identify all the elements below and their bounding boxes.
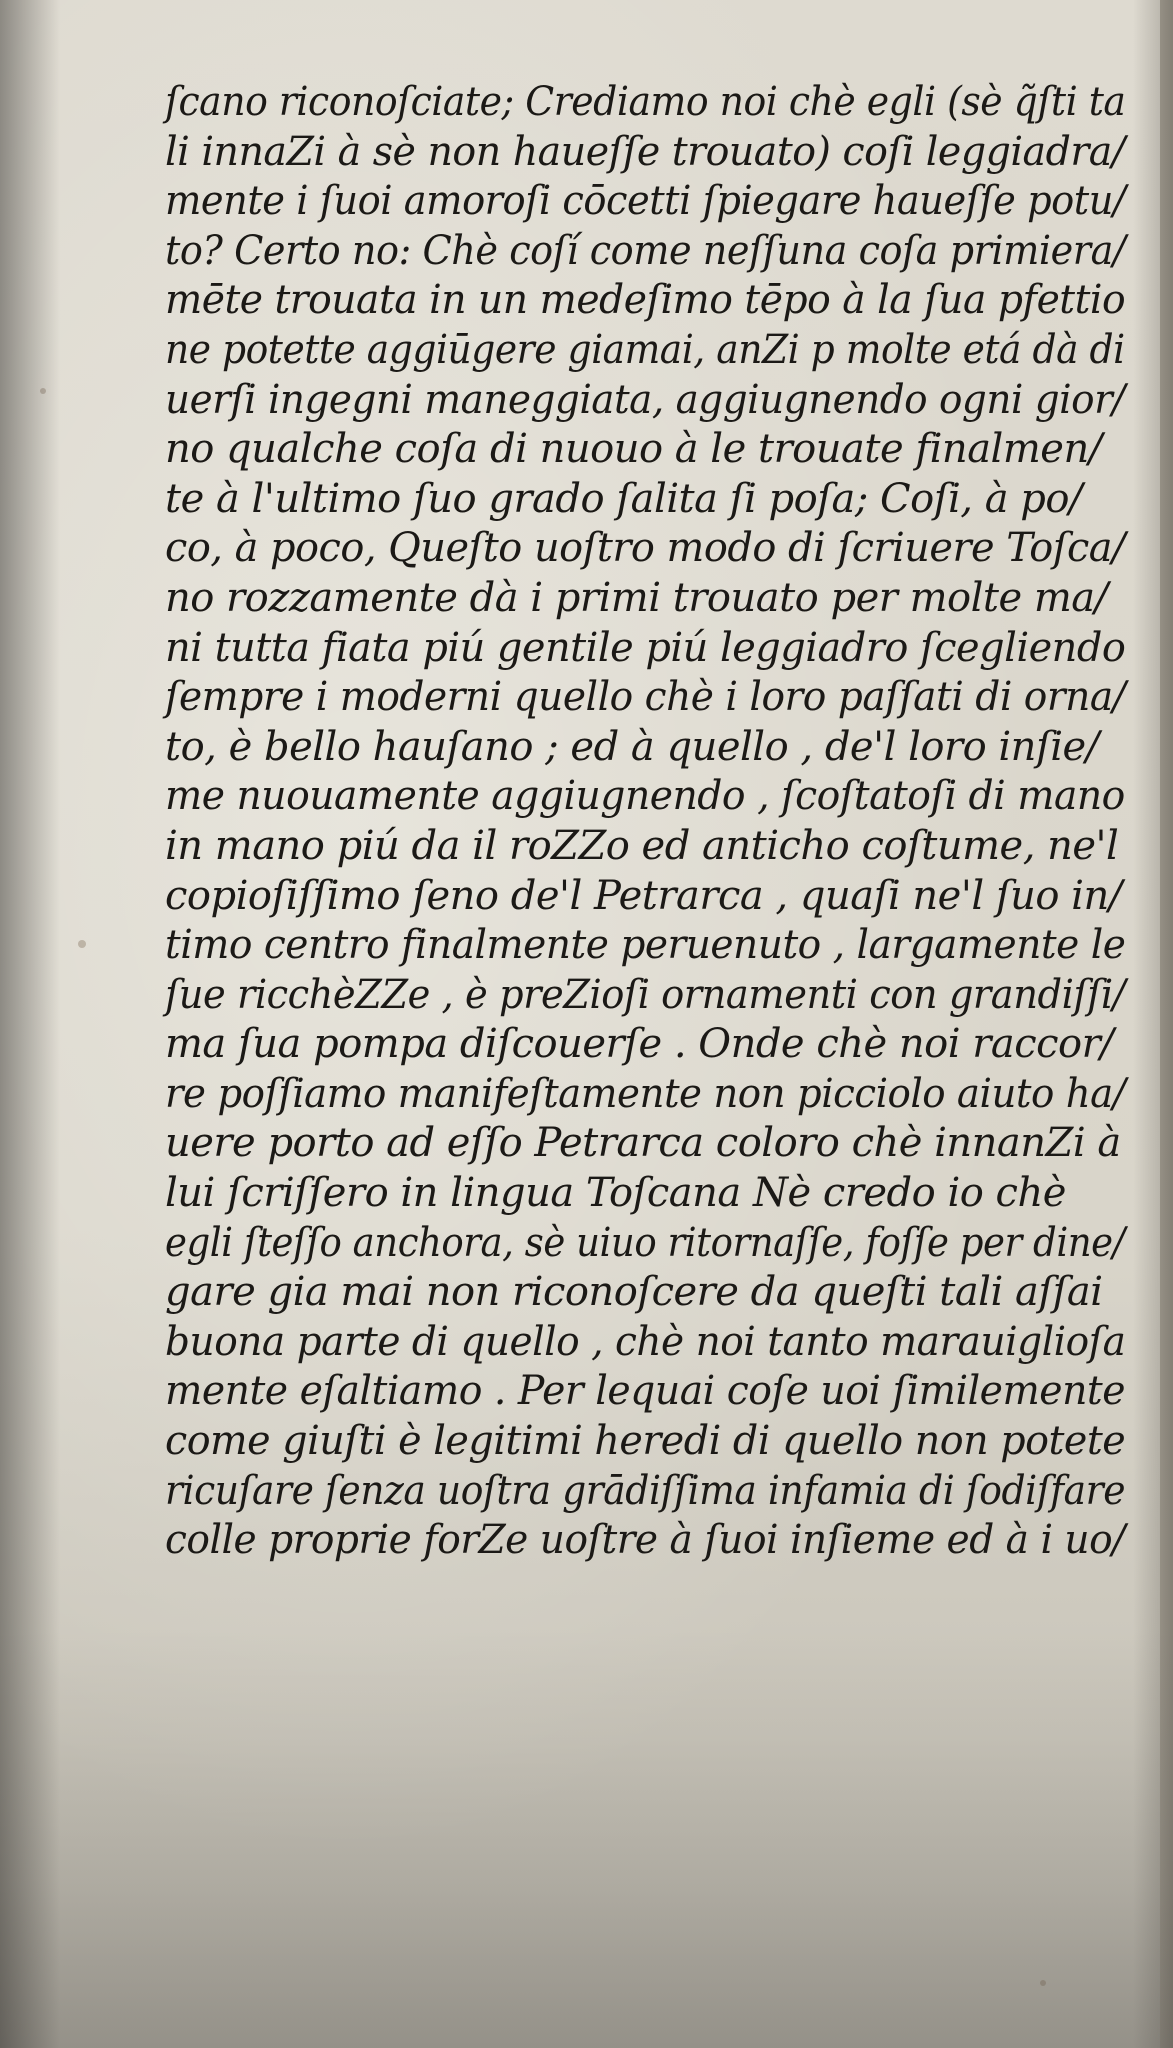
text-line: come giuſti è legitimi heredi di quello non potete [165, 1418, 1126, 1465]
text-line: timo centro finalmente peruenuto , largamente le [165, 922, 1126, 969]
text-line: in mano piú da il roZZo ed anticho coſtume, ne'l [165, 822, 1119, 869]
text-line: ni tutta fiata piú gentile piú leggiadro ſcegliendo [165, 624, 1126, 671]
text-line: ma ſua pompa diſcouerſe . Onde chè noi raccor/ [165, 1021, 1114, 1068]
text-line: co, à poco, Queſto uoſtro modo di ſcriuere Toſca/ [165, 525, 1125, 572]
text-line: me nuouamente aggiugnendo , ſcoſtatoſi di mano [165, 773, 1125, 820]
text-line: li innaZi à sè non haueſſe trouato) coſi leggiadra/ [165, 128, 1125, 175]
text-line: ſempre i moderni quello chè i loro paſſati di orna/ [165, 674, 1126, 721]
text-line: to, è bello hauſano ; ed à quello , de'l loro inſie/ [165, 723, 1099, 770]
text-line: no qualche coſa di nuouo à le trouate finalmen/ [165, 426, 1102, 473]
text-line: uere porto ad eſſo Petrarca coloro chè innanZi à [165, 1120, 1121, 1167]
text-line: lui ſcriſſero in lingua Toſcana Nè credo io chè [165, 1170, 1066, 1217]
text-line: colle proprie forZe uoſtre à ſuoi inſieme ed à i uo/ [165, 1517, 1125, 1564]
text-line: ne potette aggiūgere giamai, anZi p molte etá dà di [165, 326, 1125, 373]
text-line: egli ſteſſo anchora, sè uiuo ritornaſſe, foſſe per dine/ [165, 1219, 1125, 1266]
paper-speck [40, 388, 46, 394]
text-line: gare gia mai non riconoſcere da queſti tali aſſai [165, 1269, 1103, 1316]
paper-speck [78, 940, 86, 948]
text-line: ricuſare ſenza uoſtra grādiſſima infamia di ſodiſfare [165, 1467, 1126, 1514]
text-line: ſue ricchèZZe , è preZioſi ornamenti con grandiſſi/ [165, 971, 1126, 1018]
text-line: ſcano riconoſciate; Crediamo noi chè egli (sè q̃ſti ta [165, 79, 1126, 125]
paper-speck [1040, 1980, 1046, 1986]
text-line: re poſſiamo manifeſtamente non picciolo aiuto ha/ [165, 1070, 1126, 1117]
text-line: mente eſaltiamo . Per lequai coſe uoi ſimilemente [165, 1368, 1126, 1415]
text-line: no rozzamente dà i primi trouato per molte ma/ [165, 574, 1108, 621]
text-line: buona parte di quello , chè noi tanto marauiglioſa [165, 1318, 1126, 1365]
text-line: to? Certo no: Chè coſí come neſſuna coſa primiera/ [165, 227, 1126, 274]
text-line: uerſi ingegni maneggiata, aggiugnendo ogni gior/ [165, 376, 1125, 423]
text-line: mēte trouata in un medeſimo tēpo à la ſua pfettio [165, 277, 1126, 324]
text-line: te à l'ultimo ſuo grado ſalita ſi poſa; Coſi, à po/ [165, 475, 1082, 522]
text-line: copioſiſſimo ſeno de'l Petrarca , quaſi ne'l ſuo in/ [165, 872, 1122, 919]
page-text [165, 78, 1125, 1566]
text-line: mente i ſuoi amoroſi cōcetti ſpiegare haueſſe potu/ [165, 178, 1126, 225]
